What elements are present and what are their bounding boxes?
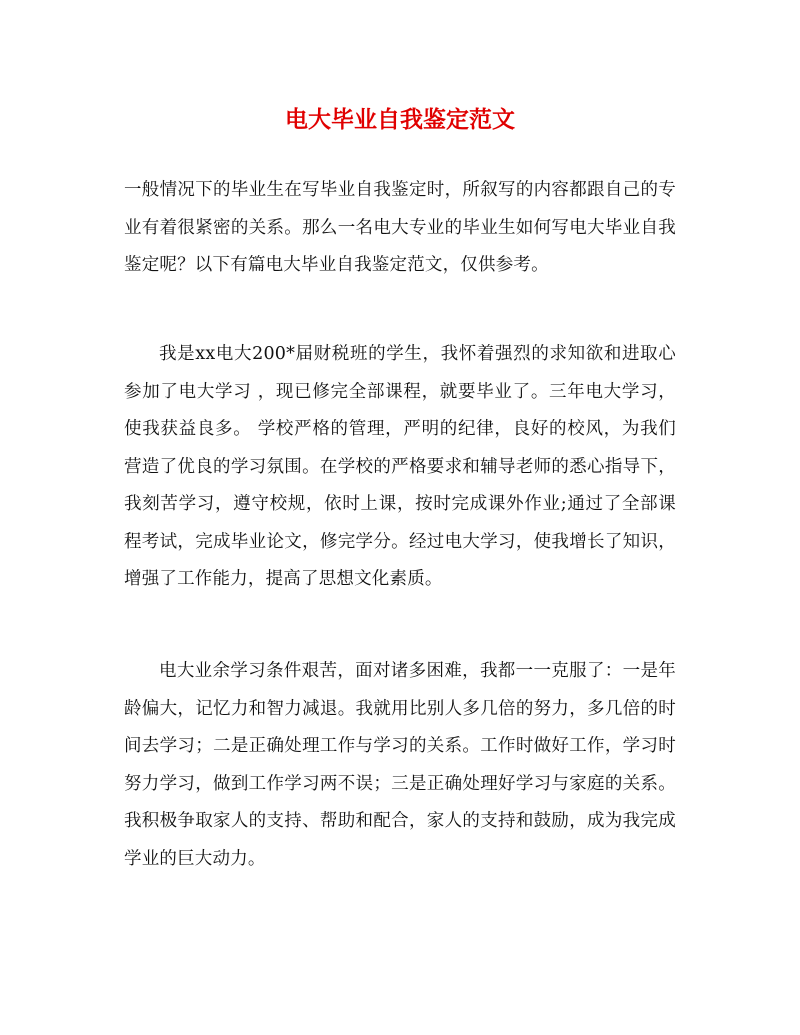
intro-paragraph: 一般情况下的毕业生在写毕业自我鉴定时，所叙写的内容都跟自己的专业有着很紧密的关系。那么一名电大专业的毕业生如何写电大毕业自我鉴定呢？以下有篇电大毕业自我鉴定范文，仅供参考。 xyxy=(124,180,676,275)
body-paragraph-2: 电大业余学习条件艰苦，面对诸多困难，我都一一克服了：一是年龄偏大，记忆力和智力减退。我就用比别人多几倍的努力，多几倍的时间去学习；二是正确处理工作与学习的关系。工作时做好工作，学习时努力学习，做到工作学习两不误；三是正确处理好学习与家庭的关系。我积极争取家人的支持、帮助和配合，家人的支持和鼓励，成为我完成学业的巨大动力。 xyxy=(124,661,676,869)
document-title: 电大毕业自我鉴定范文 xyxy=(285,106,515,133)
body-paragraph-1: 我是xx电大200*届财税班的学生，我怀着强烈的求知欲和进取心参加了电大学习 ，现已修完全部课程，就要毕业了。三年电大学习，使我获益良多。 学校严格的管理，严明的纪律，良好的校风，为我们营造了优良的学习氛围。在学校的严格要求和辅导老师的悉心指导下，我刻苦学习，遵守校规，依时上课，按时完成课外作业;通过了全部课程考试，完成毕业论文，修完学分。经过电大学习，使我增长了知识，增强了工作能力，提高了思想文化素质。 xyxy=(124,344,676,589)
